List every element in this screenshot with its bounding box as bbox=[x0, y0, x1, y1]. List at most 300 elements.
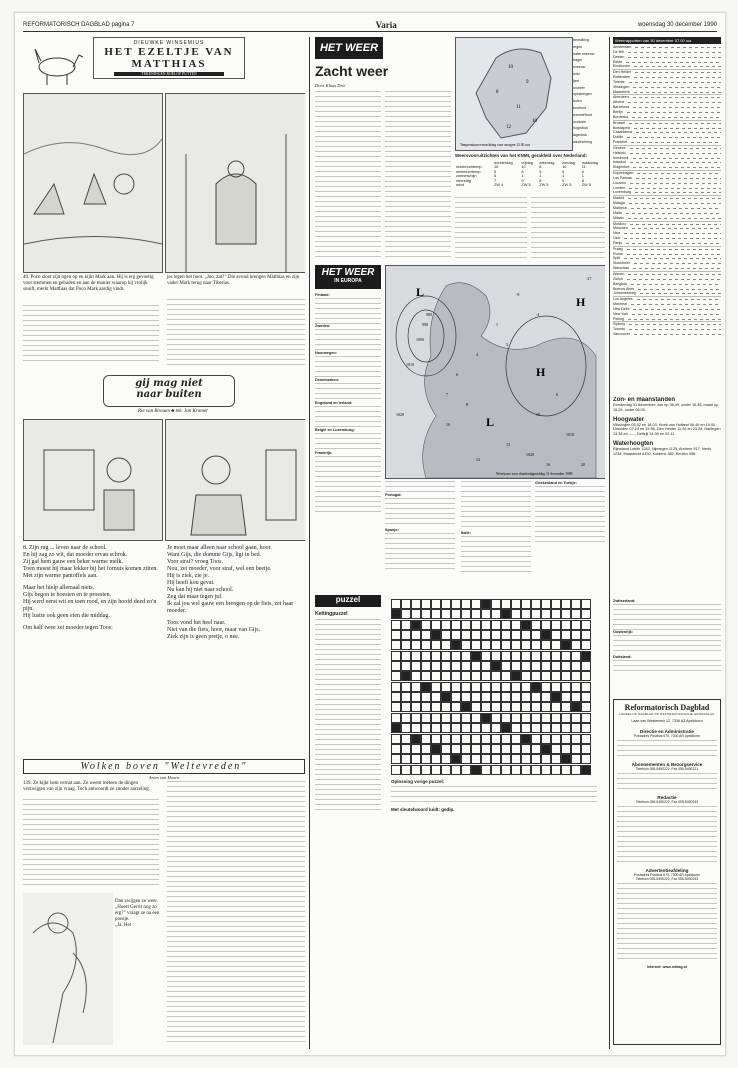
puzzle-cell[interactable] bbox=[511, 734, 521, 744]
puzzle-cell[interactable] bbox=[491, 671, 501, 681]
puzzle-cell[interactable] bbox=[501, 651, 511, 661]
puzzle-cell[interactable] bbox=[531, 702, 541, 712]
puzzle-cell[interactable] bbox=[431, 630, 441, 640]
puzzle-cell[interactable] bbox=[511, 620, 521, 630]
puzzle-cell[interactable] bbox=[471, 765, 481, 775]
puzzle-cell[interactable] bbox=[471, 682, 481, 692]
puzzle-cell[interactable] bbox=[411, 765, 421, 775]
puzzle-cell[interactable] bbox=[521, 744, 531, 754]
puzzle-cell[interactable] bbox=[411, 744, 421, 754]
puzzle-cell[interactable] bbox=[481, 713, 491, 723]
puzzle-cell[interactable] bbox=[571, 692, 581, 702]
puzzle-cell[interactable] bbox=[571, 765, 581, 775]
puzzle-cell[interactable] bbox=[411, 671, 421, 681]
puzzle-cell[interactable] bbox=[391, 671, 401, 681]
puzzle-cell[interactable] bbox=[391, 713, 401, 723]
puzzle-cell[interactable] bbox=[551, 620, 561, 630]
puzzle-cell[interactable] bbox=[581, 702, 591, 712]
puzzle-cell[interactable] bbox=[491, 754, 501, 764]
puzzle-cell[interactable] bbox=[471, 702, 481, 712]
puzzle-cell[interactable] bbox=[431, 661, 441, 671]
puzzle-cell[interactable] bbox=[541, 640, 551, 650]
puzzle-cell[interactable] bbox=[551, 765, 561, 775]
puzzle-cell[interactable] bbox=[461, 661, 471, 671]
puzzle-cell[interactable] bbox=[571, 682, 581, 692]
puzzle-cell[interactable] bbox=[561, 713, 571, 723]
puzzle-cell[interactable] bbox=[551, 651, 561, 661]
puzzle-cell[interactable] bbox=[571, 671, 581, 681]
puzzle-cell[interactable] bbox=[471, 651, 481, 661]
puzzle-cell[interactable] bbox=[531, 620, 541, 630]
puzzle-cell[interactable] bbox=[521, 734, 531, 744]
puzzle-cell[interactable] bbox=[461, 651, 471, 661]
puzzle-cell[interactable] bbox=[481, 702, 491, 712]
puzzle-cell[interactable] bbox=[431, 723, 441, 733]
puzzle-cell[interactable] bbox=[531, 713, 541, 723]
puzzle-cell[interactable] bbox=[531, 754, 541, 764]
puzzle-cell[interactable] bbox=[551, 630, 561, 640]
puzzle-cell[interactable] bbox=[481, 734, 491, 744]
puzzle-cell[interactable] bbox=[471, 734, 481, 744]
puzzle-cell[interactable] bbox=[441, 734, 451, 744]
puzzle-cell[interactable] bbox=[481, 661, 491, 671]
puzzle-cell[interactable] bbox=[501, 682, 511, 692]
puzzle-cell[interactable] bbox=[491, 620, 501, 630]
puzzle-cell[interactable] bbox=[471, 692, 481, 702]
puzzle-cell[interactable] bbox=[511, 599, 521, 609]
puzzle-cell[interactable] bbox=[451, 723, 461, 733]
puzzle-cell[interactable] bbox=[561, 734, 571, 744]
puzzle-cell[interactable] bbox=[581, 630, 591, 640]
puzzle-cell[interactable] bbox=[391, 723, 401, 733]
puzzle-cell[interactable] bbox=[481, 682, 491, 692]
puzzle-cell[interactable] bbox=[481, 692, 491, 702]
puzzle-cell[interactable] bbox=[571, 702, 581, 712]
puzzle-cell[interactable] bbox=[541, 630, 551, 640]
puzzle-cell[interactable] bbox=[451, 713, 461, 723]
puzzle-cell[interactable] bbox=[571, 609, 581, 619]
puzzle-cell[interactable] bbox=[421, 692, 431, 702]
puzzle-cell[interactable] bbox=[541, 651, 551, 661]
puzzle-cell[interactable] bbox=[451, 651, 461, 661]
puzzle-cell[interactable] bbox=[461, 630, 471, 640]
puzzle-cell[interactable] bbox=[561, 640, 571, 650]
puzzle-cell[interactable] bbox=[501, 734, 511, 744]
puzzle-cell[interactable] bbox=[581, 744, 591, 754]
puzzle-cell[interactable] bbox=[411, 630, 421, 640]
puzzle-cell[interactable] bbox=[481, 599, 491, 609]
puzzle-cell[interactable] bbox=[461, 713, 471, 723]
puzzle-cell[interactable] bbox=[511, 723, 521, 733]
puzzle-cell[interactable] bbox=[511, 765, 521, 775]
puzzle-cell[interactable] bbox=[411, 682, 421, 692]
puzzle-cell[interactable] bbox=[441, 609, 451, 619]
puzzle-cell[interactable] bbox=[531, 651, 541, 661]
puzzle-cell[interactable] bbox=[471, 640, 481, 650]
puzzle-cell[interactable] bbox=[551, 713, 561, 723]
puzzle-cell[interactable] bbox=[501, 671, 511, 681]
puzzle-cell[interactable] bbox=[501, 754, 511, 764]
puzzle-cell[interactable] bbox=[511, 682, 521, 692]
puzzle-cell[interactable] bbox=[431, 682, 441, 692]
puzzle-cell[interactable] bbox=[521, 723, 531, 733]
puzzle-cell[interactable] bbox=[581, 713, 591, 723]
puzzle-cell[interactable] bbox=[411, 651, 421, 661]
puzzle-cell[interactable] bbox=[551, 599, 561, 609]
puzzle-cell[interactable] bbox=[501, 640, 511, 650]
puzzle-cell[interactable] bbox=[501, 713, 511, 723]
puzzle-cell[interactable] bbox=[501, 599, 511, 609]
puzzle-cell[interactable] bbox=[401, 661, 411, 671]
puzzle-cell[interactable] bbox=[431, 734, 441, 744]
puzzle-cell[interactable] bbox=[561, 651, 571, 661]
puzzle-cell[interactable] bbox=[581, 671, 591, 681]
puzzle-cell[interactable] bbox=[421, 620, 431, 630]
puzzle-cell[interactable] bbox=[491, 609, 501, 619]
puzzle-cell[interactable] bbox=[401, 723, 411, 733]
puzzle-cell[interactable] bbox=[411, 723, 421, 733]
puzzle-cell[interactable] bbox=[531, 661, 541, 671]
puzzle-cell[interactable] bbox=[511, 630, 521, 640]
puzzle-cell[interactable] bbox=[481, 754, 491, 764]
puzzle-cell[interactable] bbox=[561, 754, 571, 764]
puzzle-cell[interactable] bbox=[481, 671, 491, 681]
puzzle-cell[interactable] bbox=[451, 599, 461, 609]
puzzle-cell[interactable] bbox=[481, 765, 491, 775]
puzzle-cell[interactable] bbox=[541, 754, 551, 764]
puzzle-cell[interactable] bbox=[401, 702, 411, 712]
puzzle-cell[interactable] bbox=[581, 692, 591, 702]
puzzle-cell[interactable] bbox=[501, 744, 511, 754]
puzzle-cell[interactable] bbox=[561, 671, 571, 681]
puzzle-cell[interactable] bbox=[511, 661, 521, 671]
puzzle-cell[interactable] bbox=[421, 630, 431, 640]
puzzle-cell[interactable] bbox=[551, 734, 561, 744]
puzzle-cell[interactable] bbox=[461, 609, 471, 619]
puzzle-cell[interactable] bbox=[561, 744, 571, 754]
puzzle-cell[interactable] bbox=[521, 682, 531, 692]
puzzle-cell[interactable] bbox=[541, 713, 551, 723]
puzzle-cell[interactable] bbox=[551, 682, 561, 692]
puzzle-cell[interactable] bbox=[401, 754, 411, 764]
puzzle-cell[interactable] bbox=[401, 692, 411, 702]
puzzle-cell[interactable] bbox=[531, 734, 541, 744]
puzzle-cell[interactable] bbox=[571, 651, 581, 661]
puzzle-cell[interactable] bbox=[531, 723, 541, 733]
puzzle-cell[interactable] bbox=[581, 723, 591, 733]
puzzle-cell[interactable] bbox=[531, 630, 541, 640]
puzzle-cell[interactable] bbox=[401, 713, 411, 723]
puzzle-cell[interactable] bbox=[451, 702, 461, 712]
puzzle-cell[interactable] bbox=[461, 682, 471, 692]
puzzle-cell[interactable] bbox=[391, 744, 401, 754]
puzzle-cell[interactable] bbox=[391, 630, 401, 640]
puzzle-cell[interactable] bbox=[441, 713, 451, 723]
puzzle-cell[interactable] bbox=[451, 630, 461, 640]
puzzle-cell[interactable] bbox=[491, 651, 501, 661]
puzzle-cell[interactable] bbox=[441, 640, 451, 650]
puzzle-cell[interactable] bbox=[491, 692, 501, 702]
puzzle-cell[interactable] bbox=[431, 640, 441, 650]
puzzle-cell[interactable] bbox=[541, 723, 551, 733]
puzzle-cell[interactable] bbox=[541, 692, 551, 702]
puzzle-cell[interactable] bbox=[391, 640, 401, 650]
puzzle-cell[interactable] bbox=[431, 651, 441, 661]
puzzle-cell[interactable] bbox=[441, 620, 451, 630]
puzzle-cell[interactable] bbox=[491, 713, 501, 723]
puzzle-cell[interactable] bbox=[461, 671, 471, 681]
puzzle-cell[interactable] bbox=[551, 692, 561, 702]
puzzle-cell[interactable] bbox=[491, 661, 501, 671]
puzzle-cell[interactable] bbox=[531, 609, 541, 619]
puzzle-cell[interactable] bbox=[531, 765, 541, 775]
puzzle-cell[interactable] bbox=[411, 620, 421, 630]
puzzle-cell[interactable] bbox=[571, 734, 581, 744]
puzzle-cell[interactable] bbox=[561, 609, 571, 619]
puzzle-cell[interactable] bbox=[521, 609, 531, 619]
puzzle-cell[interactable] bbox=[521, 702, 531, 712]
puzzle-cell[interactable] bbox=[511, 609, 521, 619]
puzzle-cell[interactable] bbox=[401, 671, 411, 681]
puzzle-cell[interactable] bbox=[401, 609, 411, 619]
puzzle-cell[interactable] bbox=[411, 599, 421, 609]
puzzle-cell[interactable] bbox=[441, 744, 451, 754]
puzzle-cell[interactable] bbox=[471, 713, 481, 723]
puzzle-cell[interactable] bbox=[411, 713, 421, 723]
puzzle-cell[interactable] bbox=[401, 682, 411, 692]
puzzle-cell[interactable] bbox=[491, 599, 501, 609]
puzzle-cell[interactable] bbox=[411, 692, 421, 702]
puzzle-cell[interactable] bbox=[581, 651, 591, 661]
puzzle-cell[interactable] bbox=[571, 723, 581, 733]
puzzle-cell[interactable] bbox=[551, 609, 561, 619]
puzzle-cell[interactable] bbox=[541, 671, 551, 681]
puzzle-cell[interactable] bbox=[491, 702, 501, 712]
puzzle-cell[interactable] bbox=[461, 723, 471, 733]
puzzle-cell[interactable] bbox=[471, 661, 481, 671]
puzzle-cell[interactable] bbox=[581, 754, 591, 764]
puzzle-cell[interactable] bbox=[461, 765, 471, 775]
puzzle-cell[interactable] bbox=[571, 744, 581, 754]
puzzle-cell[interactable] bbox=[461, 702, 471, 712]
puzzle-cell[interactable] bbox=[411, 661, 421, 671]
puzzle-cell[interactable] bbox=[441, 671, 451, 681]
puzzle-cell[interactable] bbox=[581, 765, 591, 775]
puzzle-cell[interactable] bbox=[441, 765, 451, 775]
puzzle-cell[interactable] bbox=[521, 692, 531, 702]
puzzle-cell[interactable] bbox=[571, 640, 581, 650]
puzzle-cell[interactable] bbox=[531, 671, 541, 681]
puzzle-cell[interactable] bbox=[471, 744, 481, 754]
puzzle-cell[interactable] bbox=[551, 671, 561, 681]
puzzle-cell[interactable] bbox=[451, 640, 461, 650]
puzzle-cell[interactable] bbox=[431, 609, 441, 619]
puzzle-cell[interactable] bbox=[451, 671, 461, 681]
puzzle-cell[interactable] bbox=[471, 620, 481, 630]
puzzle-cell[interactable] bbox=[431, 702, 441, 712]
puzzle-cell[interactable] bbox=[521, 754, 531, 764]
puzzle-cell[interactable] bbox=[491, 682, 501, 692]
puzzle-cell[interactable] bbox=[491, 723, 501, 733]
puzzle-cell[interactable] bbox=[451, 765, 461, 775]
puzzle-cell[interactable] bbox=[501, 620, 511, 630]
puzzle-cell[interactable] bbox=[581, 682, 591, 692]
puzzle-cell[interactable] bbox=[511, 702, 521, 712]
puzzle-cell[interactable] bbox=[481, 630, 491, 640]
puzzle-cell[interactable] bbox=[561, 620, 571, 630]
puzzle-cell[interactable] bbox=[461, 599, 471, 609]
puzzle-cell[interactable] bbox=[561, 661, 571, 671]
puzzle-cell[interactable] bbox=[541, 661, 551, 671]
puzzle-cell[interactable] bbox=[451, 744, 461, 754]
puzzle-cell[interactable] bbox=[551, 702, 561, 712]
puzzle-cell[interactable] bbox=[581, 609, 591, 619]
puzzle-cell[interactable] bbox=[481, 609, 491, 619]
puzzle-cell[interactable] bbox=[401, 620, 411, 630]
puzzle-cell[interactable] bbox=[441, 692, 451, 702]
puzzle-cell[interactable] bbox=[391, 765, 401, 775]
puzzle-cell[interactable] bbox=[421, 754, 431, 764]
puzzle-cell[interactable] bbox=[471, 599, 481, 609]
puzzle-cell[interactable] bbox=[541, 744, 551, 754]
puzzle-cell[interactable] bbox=[581, 599, 591, 609]
puzzle-cell[interactable] bbox=[391, 661, 401, 671]
puzzle-cell[interactable] bbox=[541, 765, 551, 775]
puzzle-cell[interactable] bbox=[421, 744, 431, 754]
puzzle-cell[interactable] bbox=[481, 651, 491, 661]
puzzle-cell[interactable] bbox=[521, 671, 531, 681]
puzzle-cell[interactable] bbox=[391, 620, 401, 630]
puzzle-cell[interactable] bbox=[491, 734, 501, 744]
puzzle-cell[interactable] bbox=[461, 692, 471, 702]
puzzle-cell[interactable] bbox=[501, 630, 511, 640]
puzzle-cell[interactable] bbox=[551, 640, 561, 650]
puzzle-cell[interactable] bbox=[471, 671, 481, 681]
puzzle-cell[interactable] bbox=[511, 754, 521, 764]
puzzle-cell[interactable] bbox=[401, 630, 411, 640]
puzzle-cell[interactable] bbox=[391, 599, 401, 609]
puzzle-cell[interactable] bbox=[541, 599, 551, 609]
puzzle-cell[interactable] bbox=[491, 640, 501, 650]
puzzle-cell[interactable] bbox=[561, 765, 571, 775]
puzzle-cell[interactable] bbox=[491, 744, 501, 754]
puzzle-cell[interactable] bbox=[401, 744, 411, 754]
puzzle-cell[interactable] bbox=[451, 682, 461, 692]
puzzle-cell[interactable] bbox=[411, 609, 421, 619]
puzzle-cell[interactable] bbox=[551, 744, 561, 754]
puzzle-cell[interactable] bbox=[511, 640, 521, 650]
puzzle-cell[interactable] bbox=[441, 723, 451, 733]
puzzle-cell[interactable] bbox=[421, 599, 431, 609]
puzzle-cell[interactable] bbox=[521, 651, 531, 661]
puzzle-cell[interactable] bbox=[431, 692, 441, 702]
puzzle-cell[interactable] bbox=[521, 630, 531, 640]
puzzle-cell[interactable] bbox=[521, 620, 531, 630]
puzzle-cell[interactable] bbox=[501, 702, 511, 712]
puzzle-cell[interactable] bbox=[401, 651, 411, 661]
puzzle-cell[interactable] bbox=[541, 734, 551, 744]
puzzle-cell[interactable] bbox=[561, 723, 571, 733]
puzzle-cell[interactable] bbox=[501, 661, 511, 671]
puzzle-cell[interactable] bbox=[581, 640, 591, 650]
puzzle-cell[interactable] bbox=[421, 682, 431, 692]
puzzle-cell[interactable] bbox=[391, 692, 401, 702]
puzzle-cell[interactable] bbox=[441, 682, 451, 692]
puzzle-cell[interactable] bbox=[521, 661, 531, 671]
puzzle-cell[interactable] bbox=[431, 620, 441, 630]
puzzle-cell[interactable] bbox=[521, 599, 531, 609]
puzzle-cell[interactable] bbox=[561, 682, 571, 692]
puzzle-cell[interactable] bbox=[401, 765, 411, 775]
puzzle-cell[interactable] bbox=[561, 702, 571, 712]
puzzle-cell[interactable] bbox=[471, 754, 481, 764]
puzzle-cell[interactable] bbox=[411, 754, 421, 764]
puzzle-cell[interactable] bbox=[521, 765, 531, 775]
puzzle-cell[interactable] bbox=[481, 744, 491, 754]
puzzle-cell[interactable] bbox=[391, 734, 401, 744]
puzzle-cell[interactable] bbox=[411, 640, 421, 650]
puzzle-cell[interactable] bbox=[581, 661, 591, 671]
puzzle-cell[interactable] bbox=[501, 765, 511, 775]
puzzle-cell[interactable] bbox=[551, 661, 561, 671]
puzzle-cell[interactable] bbox=[501, 692, 511, 702]
puzzle-cell[interactable] bbox=[561, 630, 571, 640]
puzzle-cell[interactable] bbox=[421, 661, 431, 671]
puzzle-cell[interactable] bbox=[391, 754, 401, 764]
puzzle-cell[interactable] bbox=[561, 692, 571, 702]
puzzle-cell[interactable] bbox=[441, 630, 451, 640]
puzzle-cell[interactable] bbox=[531, 640, 541, 650]
puzzle-cell[interactable] bbox=[471, 630, 481, 640]
puzzle-cell[interactable] bbox=[391, 651, 401, 661]
puzzle-cell[interactable] bbox=[481, 620, 491, 630]
puzzle-cell[interactable] bbox=[571, 630, 581, 640]
puzzle-cell[interactable] bbox=[461, 754, 471, 764]
puzzle-cell[interactable] bbox=[511, 692, 521, 702]
puzzle-cell[interactable] bbox=[421, 713, 431, 723]
puzzle-cell[interactable] bbox=[421, 702, 431, 712]
puzzle-cell[interactable] bbox=[541, 682, 551, 692]
puzzle-cell[interactable] bbox=[471, 723, 481, 733]
puzzle-cell[interactable] bbox=[531, 599, 541, 609]
puzzle-cell[interactable] bbox=[561, 599, 571, 609]
puzzle-cell[interactable] bbox=[451, 734, 461, 744]
puzzle-cell[interactable] bbox=[431, 671, 441, 681]
puzzle-cell[interactable] bbox=[451, 692, 461, 702]
puzzle-cell[interactable] bbox=[461, 640, 471, 650]
puzzle-cell[interactable] bbox=[401, 734, 411, 744]
puzzle-cell[interactable] bbox=[421, 640, 431, 650]
puzzle-cell[interactable] bbox=[541, 702, 551, 712]
puzzle-cell[interactable] bbox=[541, 620, 551, 630]
puzzle-cell[interactable] bbox=[541, 609, 551, 619]
puzzle-cell[interactable] bbox=[441, 651, 451, 661]
puzzle-cell[interactable] bbox=[501, 609, 511, 619]
puzzle-cell[interactable] bbox=[521, 713, 531, 723]
puzzle-cell[interactable] bbox=[421, 723, 431, 733]
puzzle-cell[interactable] bbox=[431, 744, 441, 754]
puzzle-cell[interactable] bbox=[551, 723, 561, 733]
puzzle-cell[interactable] bbox=[391, 702, 401, 712]
puzzle-cell[interactable] bbox=[421, 609, 431, 619]
puzzle-cell[interactable] bbox=[461, 734, 471, 744]
puzzle-cell[interactable] bbox=[421, 765, 431, 775]
puzzle-cell[interactable] bbox=[411, 734, 421, 744]
puzzle-cell[interactable] bbox=[401, 640, 411, 650]
puzzle-cell[interactable] bbox=[511, 713, 521, 723]
puzzle-cell[interactable] bbox=[431, 599, 441, 609]
puzzle-cell[interactable] bbox=[441, 599, 451, 609]
